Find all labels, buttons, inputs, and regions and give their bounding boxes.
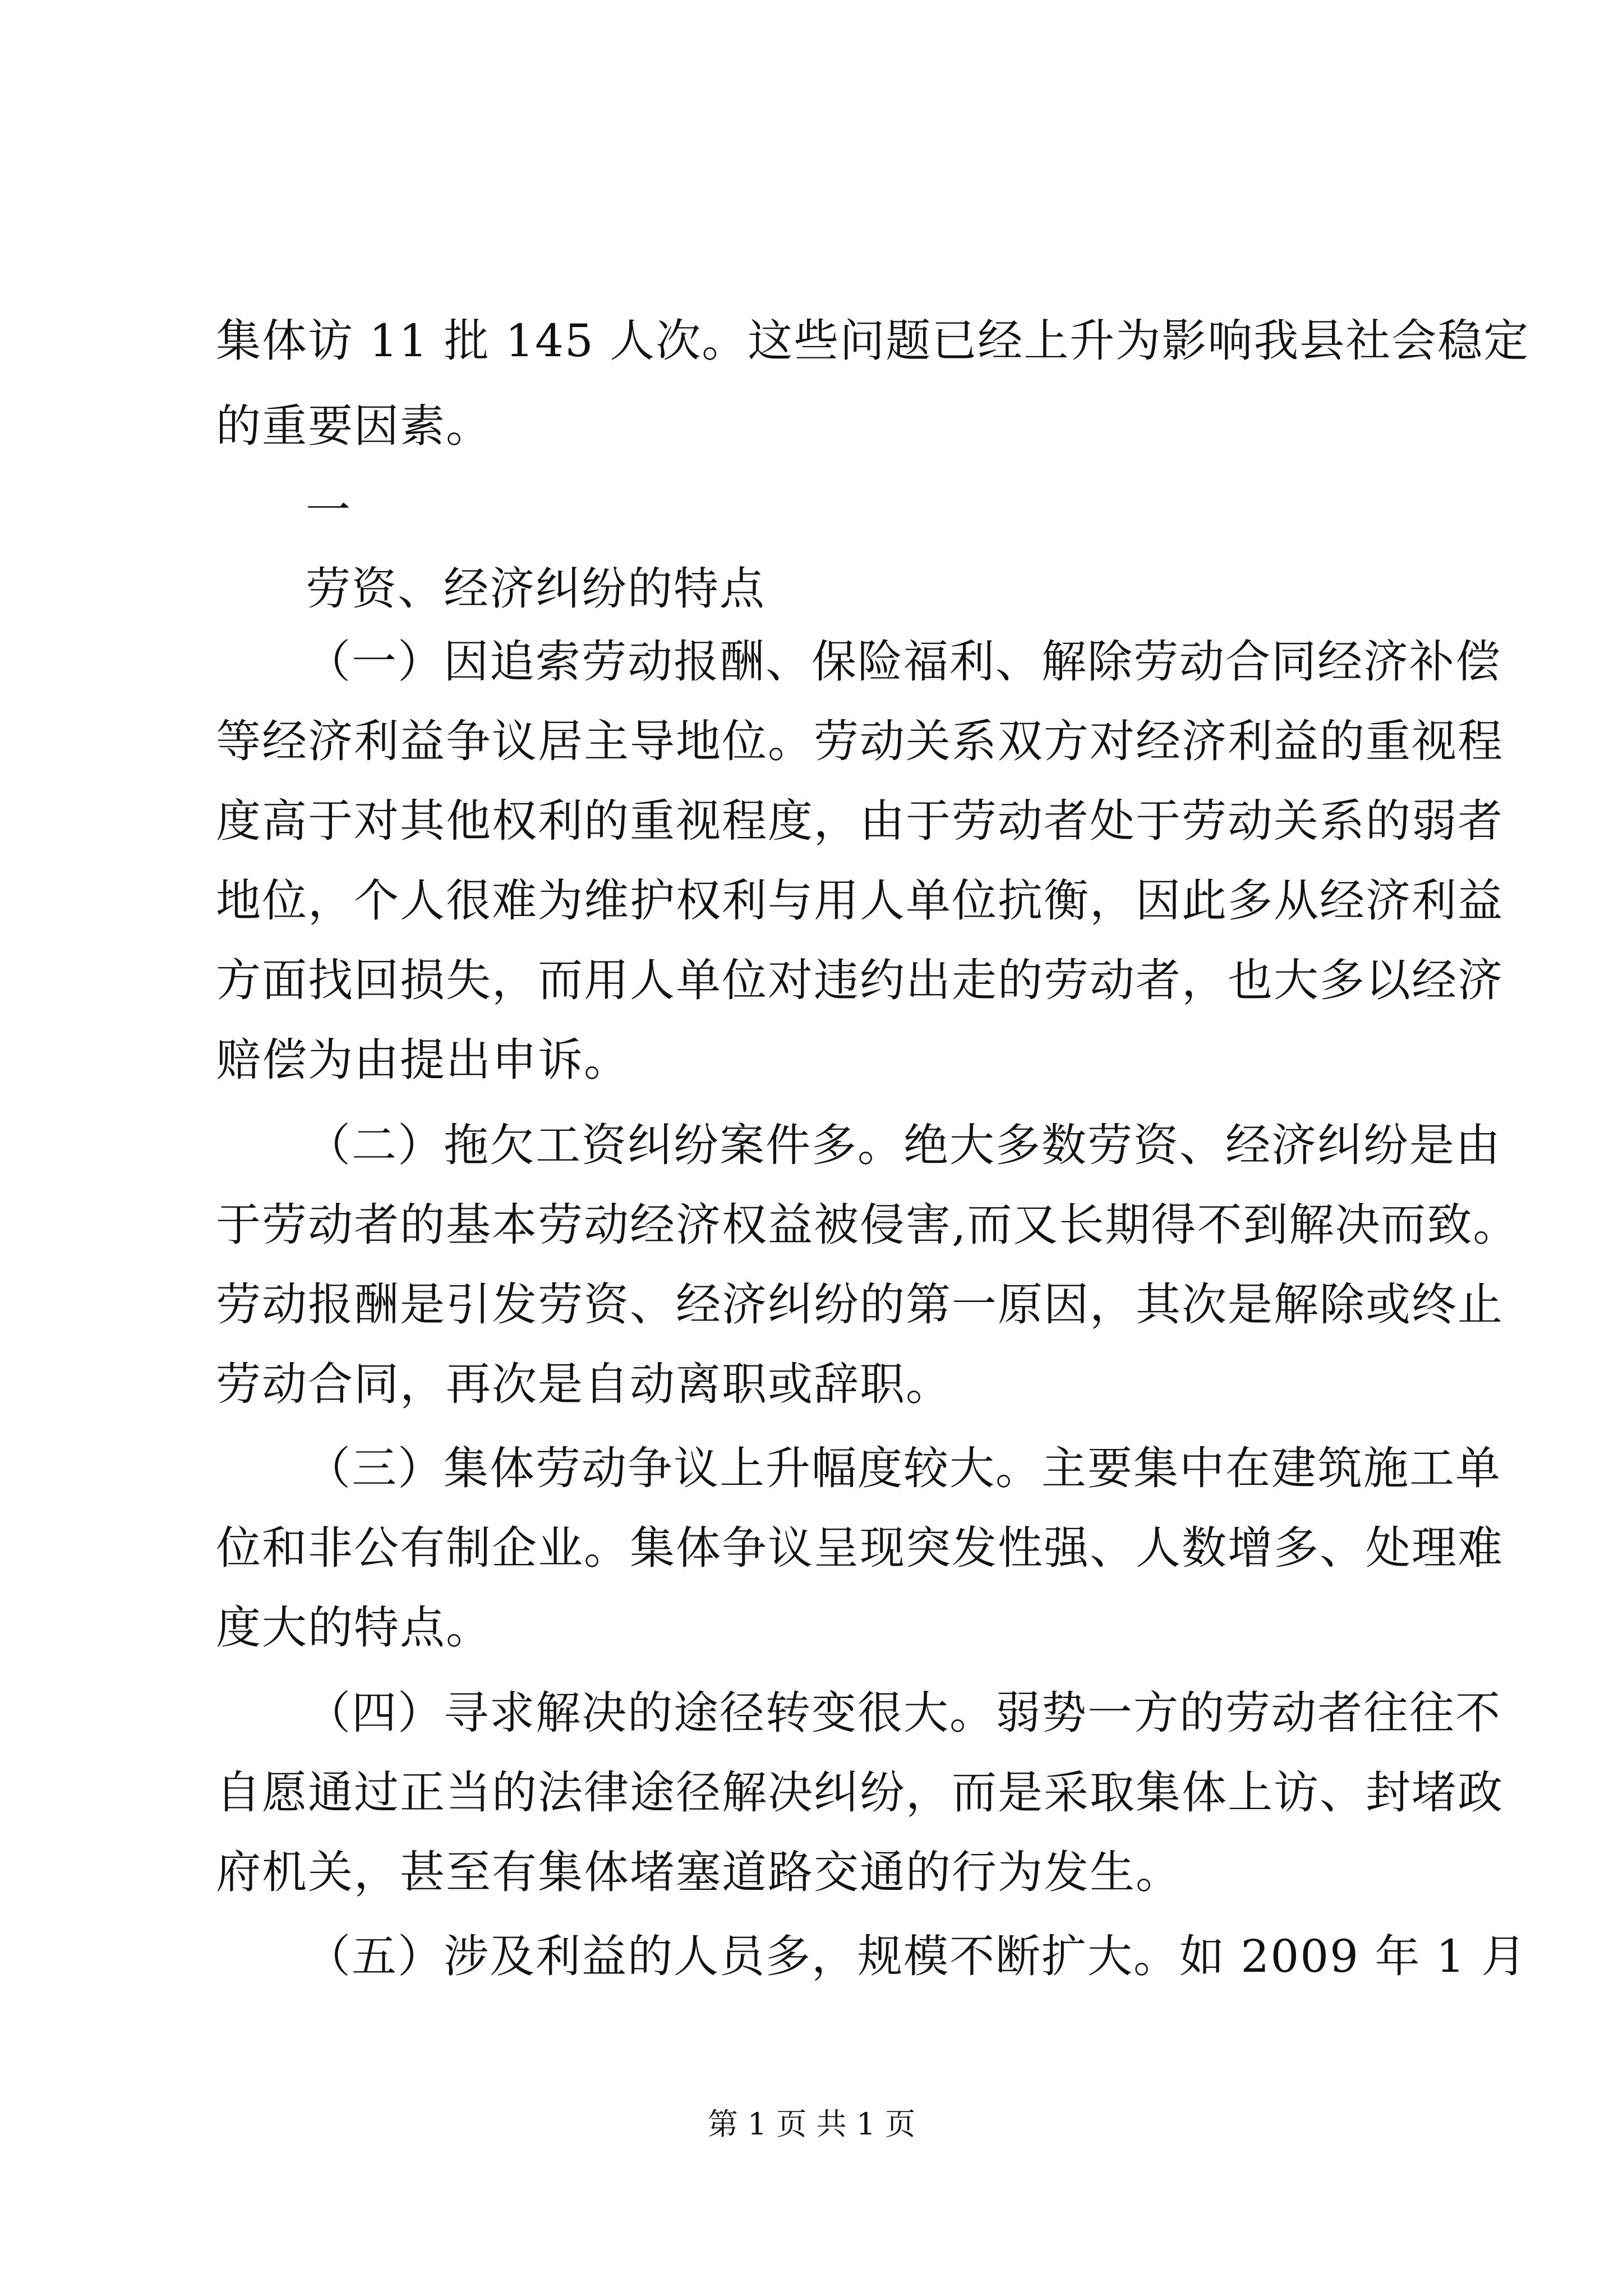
body-text-line: （一）因追索劳动报酬、保险福利、解除劳动合同经济补偿 <box>306 636 1501 688</box>
body-text-line: 府机关，甚至有集体堵塞道路交通的行为发生。 <box>216 1846 1182 1898</box>
section-heading: 劳资、经济纠纷的特点 <box>306 563 766 615</box>
body-text-line: 于劳动者的基本劳动经济权益被侵害,而又长期得不到解决而致。 <box>216 1199 1519 1251</box>
body-text-line: 自愿通过正当的法律途径解决纠纷，而是采取集体上访、封堵政 <box>216 1766 1504 1819</box>
body-text-line: 位和非公有制企业。集体争议呈现突发性强、人数增多、处理难 <box>216 1522 1504 1574</box>
body-text-line: 劳动合同，再次是自动离职或辞职。 <box>216 1358 952 1410</box>
body-text-line: 集体访 11 批 145 人次。这些问题已经上升为影响我县社会稳定 <box>216 315 1530 367</box>
body-text-line: （三）集体劳动争议上升幅度较大。主要集中在建筑施工单 <box>306 1442 1501 1494</box>
body-text-line: （四）寻求解决的途径转变很大。弱势一方的劳动者往往不 <box>306 1687 1501 1739</box>
body-text-line: 方面找回损失，而用人单位对违约出走的劳动者，也大多以经济 <box>216 954 1504 1006</box>
body-text-line: 的重要因素。 <box>216 400 492 452</box>
body-text-line: （二）拖欠工资纠纷案件多。绝大多数劳资、经济纠纷是由 <box>306 1119 1501 1171</box>
body-text-line: （五）涉及利益的人员多，规模不断扩大。如 2009 年 1 月 <box>306 1930 1528 1982</box>
body-text-line: 等经济利益争议居主导地位。劳动关系双方对经济利益的重视程 <box>216 715 1504 767</box>
body-text-line: 地位，个人很难为维护权利与用人单位抗衡，因此多从经济利益 <box>216 875 1504 927</box>
page-footer: 第 1 页 共 1 页 <box>707 2106 916 2142</box>
body-text-line: 劳动报酬是引发劳资、经济纠纷的第一原因，其次是解除或终止 <box>216 1278 1504 1331</box>
body-text-line: 度大的特点。 <box>216 1602 492 1654</box>
body-text-line: 度高于对其他权利的重视程度，由于劳动者处于劳动关系的弱者 <box>216 795 1504 847</box>
section-number: 一 <box>306 484 352 536</box>
body-text-line: 赔偿为由提出申诉。 <box>216 1034 630 1086</box>
